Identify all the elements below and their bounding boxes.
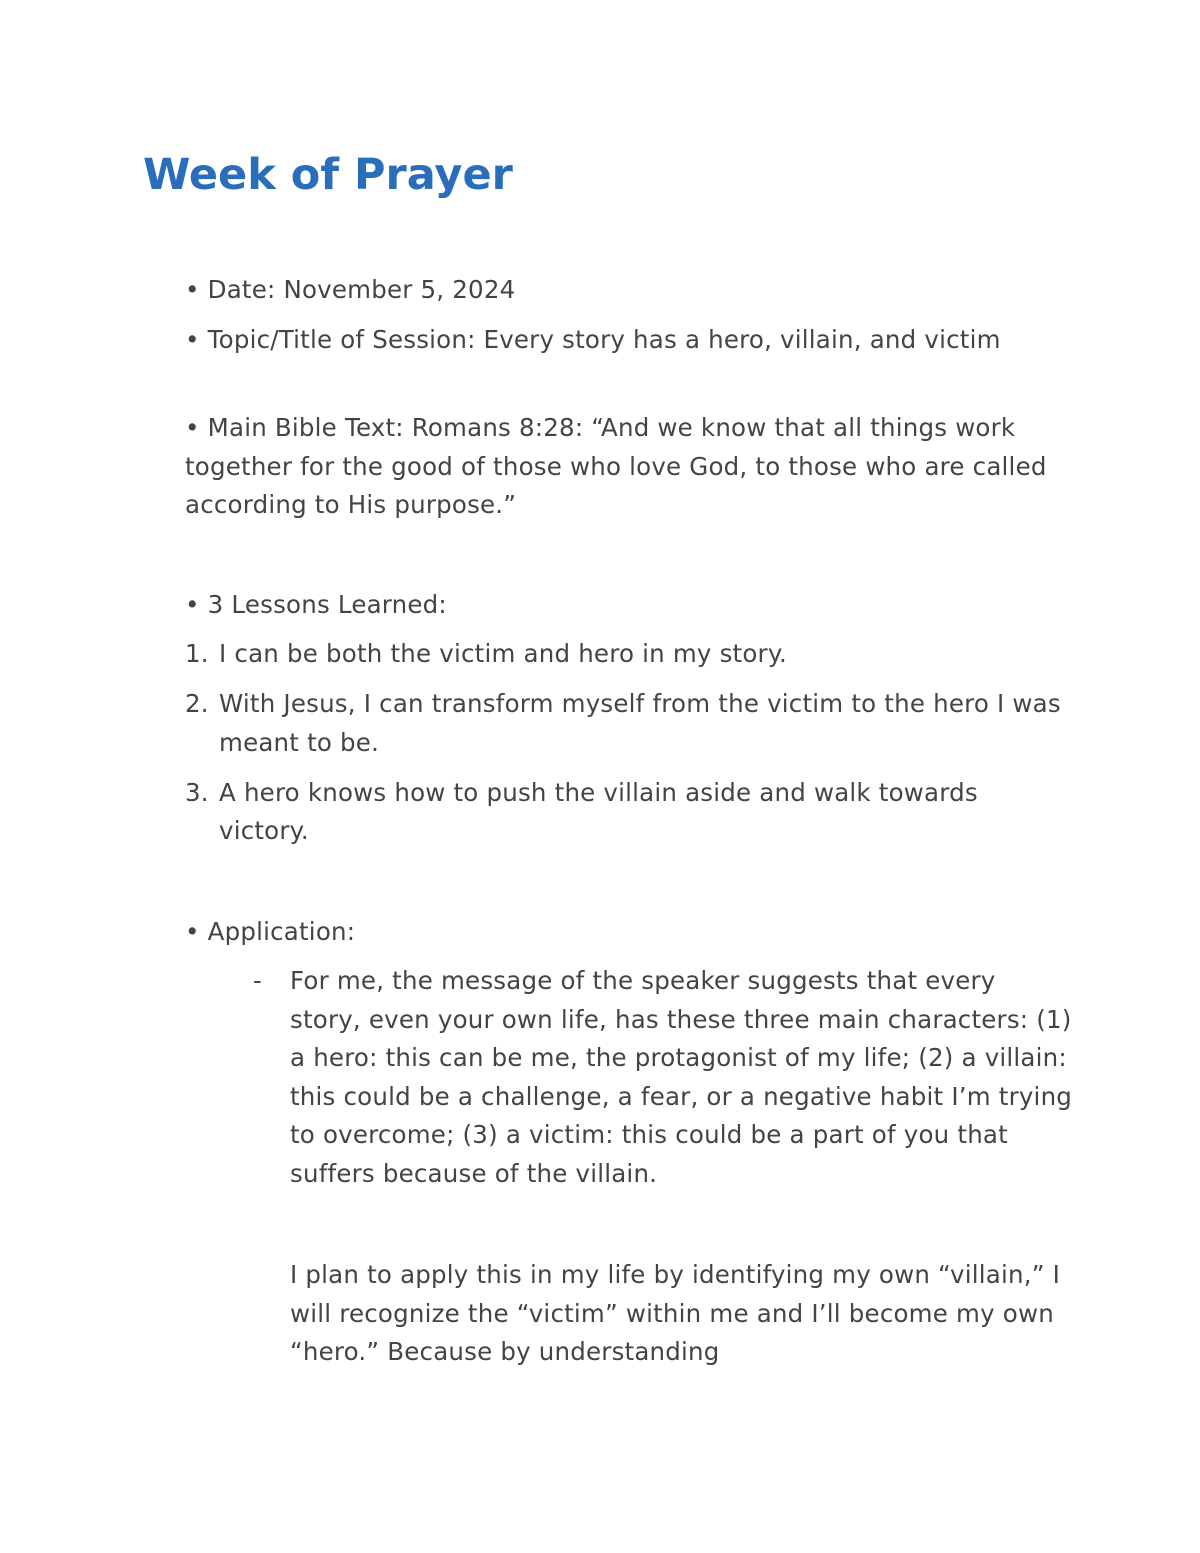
lesson-number: 3.	[185, 777, 209, 807]
lesson-text: I can be both the victim and hero in my story.	[219, 639, 788, 668]
lessons-heading: • 3 Lessons Learned:	[185, 590, 447, 619]
topic-line: • Topic/Title of Session: Every story has a hero, villain, and victim	[185, 325, 1001, 354]
page-title: Week of Prayer	[143, 150, 513, 200]
lesson-number: 1.	[185, 639, 209, 668]
lesson-item	[185, 685, 1065, 762]
bible-text-line: • Main Bible Text: Romans 8:28: “And we know that all things work together for the good of those who love God, to those who are called according to His purpose.”	[185, 413, 1047, 519]
lesson-text: With Jesus, I can transform myself from the victim to the hero I was meant to be.	[219, 689, 1061, 757]
date-line: • Date: November 5, 2024	[185, 275, 516, 304]
lesson-number: 2.	[185, 689, 209, 718]
lessons-list	[185, 635, 1065, 862]
dash-bullet: -	[253, 966, 262, 995]
lesson-item	[185, 635, 1065, 674]
application-heading: • Application:	[185, 917, 356, 946]
application-item	[253, 962, 1073, 1372]
lesson-text: A hero knows how to push the villain aside and walk towards victory.	[219, 777, 978, 845]
application-paragraph: I plan to apply this in my life by identifying my own “villain,” I will recognize the “victim” within me and I’ll become my own “hero.” Because by understanding	[290, 1260, 1061, 1366]
application-body	[290, 962, 1073, 1372]
lesson-item	[185, 774, 1065, 851]
application-paragraph: For me, the message of the speaker suggests that every story, even your own life, has these three main characters: (1) a hero: this can be me, the protagonist of my life; (2) a villain: this could be a challenge, a fear, or a negative habit I’m trying to overcome; (3) a victim: this could be a part of you that suffers because of the villain.	[290, 966, 1073, 1188]
